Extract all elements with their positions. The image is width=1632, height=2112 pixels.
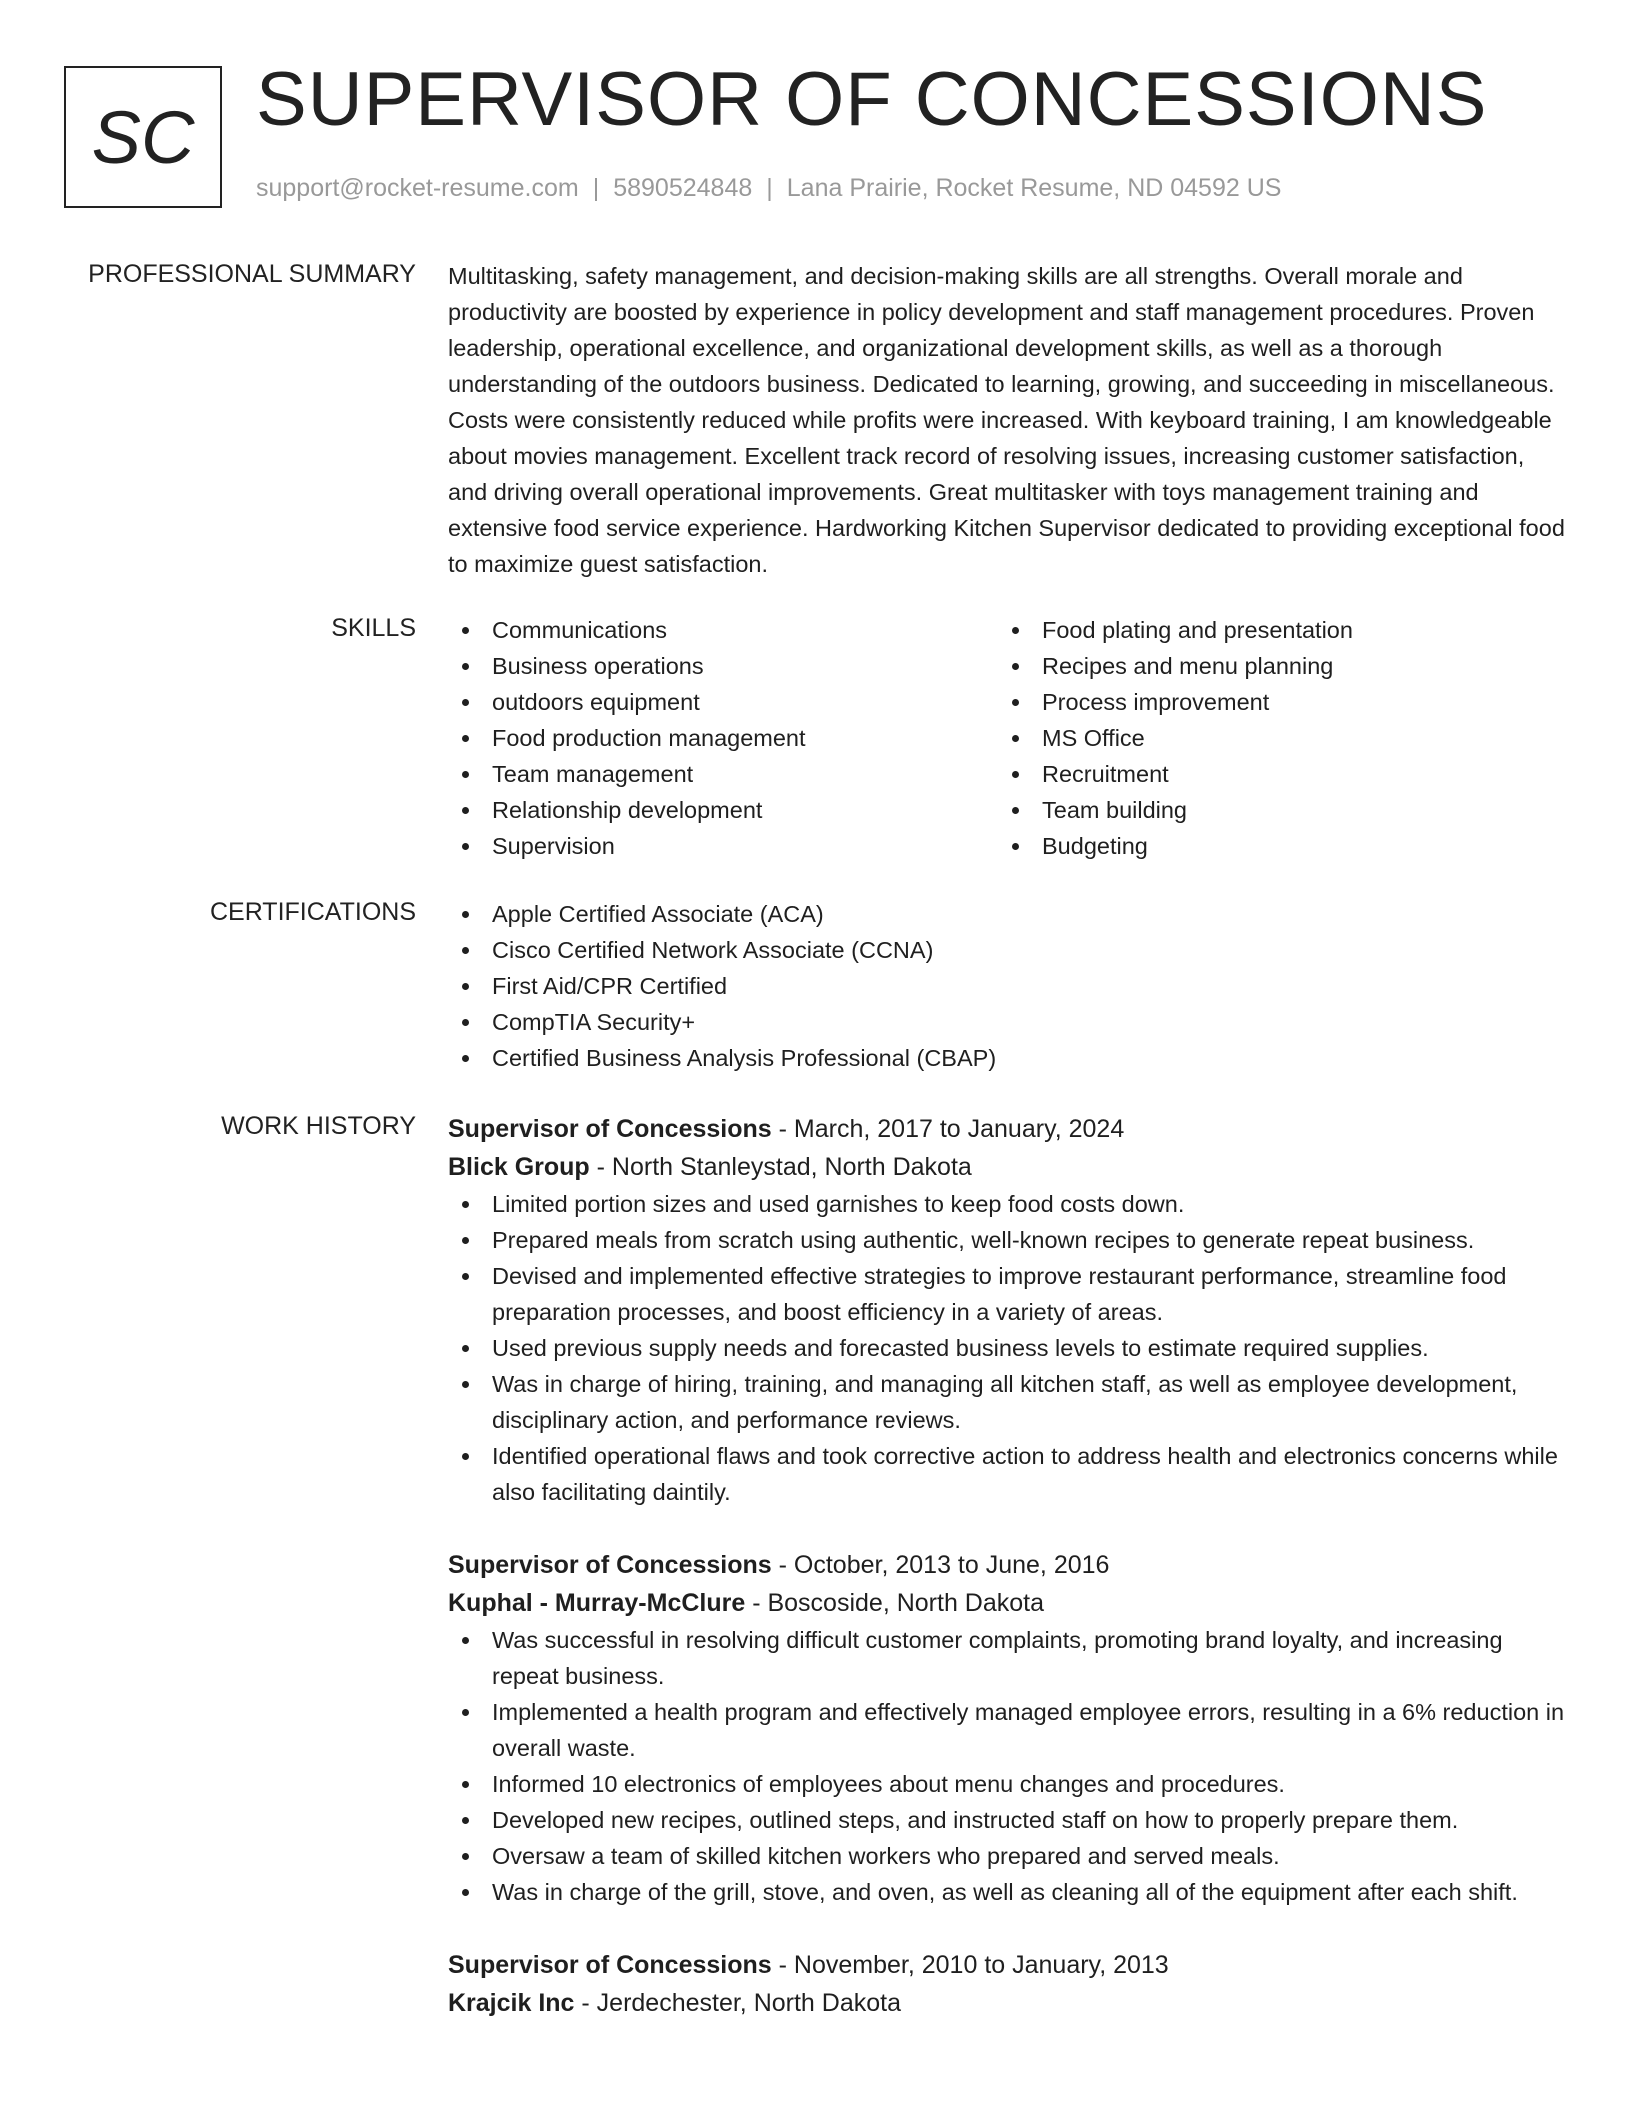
- job-duty-item: Oversaw a team of skilled kitchen workers who prepared and served meals.: [448, 1838, 1568, 1874]
- skills-list-left: [448, 612, 998, 864]
- job-role: Supervisor of Concessions: [448, 1551, 772, 1579]
- contact-separator: |: [766, 174, 773, 202]
- job-company-line: [448, 1984, 1568, 2022]
- job-duties-list: [448, 1186, 1568, 1510]
- job-dates: - March, 2017 to January, 2024: [771, 1115, 1125, 1143]
- skills-columns: [448, 612, 1568, 864]
- job-company: Kuphal - Murray-McClure: [448, 1589, 746, 1617]
- job-role: Supervisor of Concessions: [448, 1951, 772, 1979]
- job-role: Supervisor of Concessions: [448, 1115, 772, 1143]
- skill-item: Recipes and menu planning: [998, 648, 1548, 684]
- certification-item: Cisco Certified Network Associate (CCNA): [448, 932, 1568, 968]
- job-duty-item: Identified operational flaws and took corrective action to address health and electronics concerns while also facilitating daintily.: [448, 1438, 1568, 1510]
- job-location: - North Stanleystad, North Dakota: [589, 1153, 972, 1181]
- certification-item: Certified Business Analysis Professional (CBAP): [448, 1040, 1568, 1076]
- job-duty-item: Implemented a health program and effectively managed employee errors, resulting in a 6% reduction in overall waste.: [448, 1694, 1568, 1766]
- contact-separator: |: [592, 174, 600, 202]
- job-duty-item: Limited portion sizes and used garnishes to keep food costs down.: [448, 1186, 1568, 1222]
- certifications-label: CERTIFICATIONS: [209, 898, 416, 926]
- job-duty-item: Informed 10 electronics of employees about menu changes and procedures.: [448, 1766, 1568, 1802]
- skills-list-right: [998, 612, 1548, 864]
- job-title-line: [448, 1546, 1568, 1584]
- job-company: Blick Group: [448, 1153, 590, 1181]
- work-history-label: WORK HISTORY: [221, 1112, 416, 1140]
- job-duty-item: Was in charge of hiring, training, and managing all kitchen staff, as well as employee development, disciplinary action, and performance reviews.: [448, 1366, 1568, 1438]
- job-company-line: [448, 1148, 1568, 1186]
- page-title: SUPERVISOR OF CONCESSIONS: [256, 57, 1488, 142]
- monogram-initials: SC: [91, 95, 195, 179]
- contact-email: support@rocket-resume.com: [256, 174, 579, 202]
- job-duty-item: Was successful in resolving difficult customer complaints, promoting brand loyalty, and increasing repeat business.: [448, 1622, 1568, 1694]
- monogram-logo: [64, 66, 222, 208]
- work-history-body: [448, 1110, 1568, 2058]
- skill-item: outdoors equipment: [448, 684, 998, 720]
- certification-item: First Aid/CPR Certified: [448, 968, 1568, 1004]
- skill-item: Team management: [448, 756, 998, 792]
- job-duty-item: Developed new recipes, outlined steps, and instructed staff on how to properly prepare them.: [448, 1802, 1568, 1838]
- skill-item: Food plating and presentation: [998, 612, 1548, 648]
- job-company-line: [448, 1584, 1568, 1622]
- job-location: - Jerdechester, North Dakota: [574, 1989, 901, 2017]
- job-duties-list: [448, 1622, 1568, 1910]
- job-dates: - November, 2010 to January, 2013: [771, 1951, 1169, 1979]
- skill-item: Supervision: [448, 828, 998, 864]
- skill-item: MS Office: [998, 720, 1548, 756]
- job-dates: - October, 2013 to June, 2016: [771, 1551, 1110, 1579]
- certifications-list: [448, 896, 1568, 1076]
- job-duty-item: Prepared meals from scratch using authentic, well-known recipes to generate repeat business.: [448, 1222, 1568, 1258]
- job-entry: [448, 1546, 1568, 1910]
- summary-label: PROFESSIONAL SUMMARY: [88, 260, 416, 288]
- job-location: - Boscoside, North Dakota: [745, 1589, 1045, 1617]
- job-duty-item: Was in charge of the grill, stove, and oven, as well as cleaning all of the equipment after each shift.: [448, 1874, 1568, 1910]
- skill-item: Business operations: [448, 648, 998, 684]
- skills-label: SKILLS: [331, 614, 416, 642]
- skill-item: Recruitment: [998, 756, 1548, 792]
- job-title-line: [448, 1110, 1568, 1148]
- contact-line: [256, 174, 1281, 203]
- certification-item: Apple Certified Associate (ACA): [448, 896, 1568, 932]
- certifications-body: [448, 896, 1568, 1076]
- certification-item: CompTIA Security+: [448, 1004, 1568, 1040]
- contact-phone: 5890524848: [613, 174, 753, 202]
- skill-item: Communications: [448, 612, 998, 648]
- job-duty-item: Devised and implemented effective strategies to improve restaurant performance, streamline food preparation processes, and boost efficiency in a variety of areas.: [448, 1258, 1568, 1330]
- contact-address: Lana Prairie, Rocket Resume, ND 04592 US: [786, 174, 1282, 202]
- job-company: Krajcik Inc: [448, 1989, 575, 2017]
- summary-text: Multitasking, safety management, and decision-making skills are all strengths. Overall morale and productivity are boosted by experience in policy development and staff management procedures. Proven leadership, operational excellence, and organizational development skills, as well as a thorough understanding of the outdoors business. Dedicated to learning, growing, and succeeding in miscellaneous. Costs were consistently reduced while profits were increased. With keyboard training, I am knowledgeable about movies management. Excellent track record of resolving issues, increasing customer satisfaction, and driving overall operational improvements. Great multitasker with toys management training and extensive food service experience. Hardworking Kitchen Supervisor dedicated to providing exceptional food to maximize guest satisfaction.: [448, 263, 1565, 577]
- skill-item: Team building: [998, 792, 1548, 828]
- job-entry: [448, 1946, 1568, 2022]
- job-entry: [448, 1110, 1568, 1510]
- skill-item: Relationship development: [448, 792, 998, 828]
- skill-item: Food production management: [448, 720, 998, 756]
- job-title-line: [448, 1946, 1568, 1984]
- job-duty-item: Used previous supply needs and forecasted business levels to estimate required supplies.: [448, 1330, 1568, 1366]
- skill-item: Budgeting: [998, 828, 1548, 864]
- skill-item: Process improvement: [998, 684, 1548, 720]
